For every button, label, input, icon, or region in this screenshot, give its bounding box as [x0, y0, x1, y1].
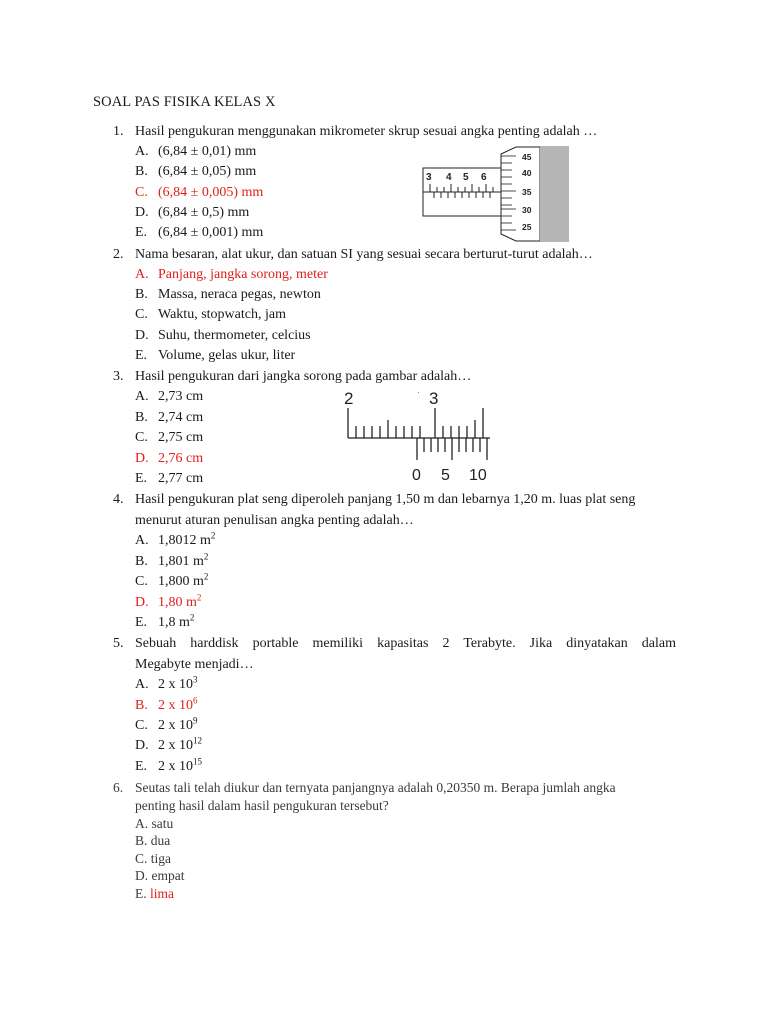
caliper-main-ticks [348, 408, 483, 438]
vernier-caliper-figure [338, 386, 498, 486]
q3-option-e[interactable]: E. 2,77 cm [135, 471, 204, 486]
question-6-text-line1: Seutas tali telah diukur dan ternyata panjangnya adalah 0,20350 m. Berapa jumlah angka [135, 780, 616, 795]
q2-option-d[interactable]: D. Suhu, thermometer, celcius [135, 328, 311, 343]
q5-option-d[interactable]: D. 2 x $10^{12}$ [135, 735, 202, 753]
q5-option-c[interactable]: C. 2 x $10^9$ [135, 715, 198, 733]
q3-option-d-answer[interactable]: D. 2,76 cm [135, 451, 204, 466]
q2-option-c[interactable]: C. Waktu, stopwatch, jam [135, 307, 286, 322]
question-3-number: 3. [113, 369, 124, 384]
q1-option-b[interactable]: B. (6,84 ± 0,05) mm [135, 164, 257, 179]
q1-option-d[interactable]: D. (6,84 ± 0,5) mm [135, 205, 250, 220]
q5-option-b-answer[interactable]: B. 2 x $10^6$ [135, 695, 198, 713]
caliper-vernier-ticks [417, 438, 487, 460]
question-1-number: 1. [113, 124, 124, 139]
question-5-text-line1: Sebuah harddisk portable memiliki kapasitas 2 Terabyte. Jika dinyatakan dalam [135, 636, 676, 651]
thimble-label-30: 30 [522, 205, 532, 215]
q4-option-c[interactable]: C. 1,800 $m^2$ [135, 571, 209, 589]
thimble-label-25: 25 [522, 222, 532, 232]
q6-option-e-answer[interactable]: E. lima [135, 886, 174, 901]
thimble-label-45: 45 [522, 152, 532, 162]
q6-option-d[interactable]: D. empat [135, 868, 185, 883]
q1-option-a[interactable]: A. (6,84 ± 0,01) mm [135, 144, 257, 159]
q5-option-e[interactable]: E. 2 x $10^{15}$ [135, 756, 202, 774]
micrometer-figure [420, 144, 572, 244]
question-3-text: Hasil pengukuran dari jangka sorong pada gambar adalah… [135, 369, 472, 384]
micrometer-label-4: 4 [446, 172, 452, 183]
page-title: SOAL PAS FISIKA KELAS X [93, 94, 276, 110]
q1-option-e[interactable]: E. (6,84 ± 0,001) mm [135, 225, 264, 240]
thimble-label-35: 35 [522, 187, 532, 197]
q2-option-e[interactable]: E. Volume, gelas ukur, liter [135, 348, 296, 363]
q5-option-a[interactable]: A. 2 x $10^3$ [135, 674, 198, 692]
question-6-number: 6. [113, 780, 124, 795]
caliper-main-label-3: 3 [429, 389, 439, 408]
micrometer-label-5: 5 [463, 172, 469, 183]
question-4-text-line1: Hasil pengukuran plat seng diperoleh panjang 1,50 m dan lebarnya 1,20 m. luas plat seng [135, 492, 636, 507]
q4-option-a[interactable]: A. 1,8012 $m^2$ [135, 530, 216, 548]
question-2-text: Nama besaran, alat ukur, dan satuan SI yang sesuai secara berturut-turut adalah… [135, 247, 593, 262]
q3-option-b[interactable]: B. 2,74 cm [135, 410, 204, 425]
q2-option-b[interactable]: B. Massa, neraca pegas, newton [135, 287, 321, 302]
q3-option-a[interactable]: A. 2,73 cm [135, 389, 204, 404]
question-5-text-line2: Megabyte menjadi… [135, 657, 254, 672]
caliper-vernier-label-0: 0 [412, 467, 421, 484]
micrometer-label-6: 6 [481, 172, 487, 183]
question-4-number: 4. [113, 492, 124, 507]
question-6-text-line2: penting hasil dalam hasil pengukuran tersebut? [135, 798, 389, 813]
q6-option-b[interactable]: B. dua [135, 833, 171, 848]
question-4-text-line2: menurut aturan penulisan angka penting adalah… [135, 513, 414, 528]
question-5-number: 5. [113, 636, 124, 651]
caliper-vernier-label-5: 5 [441, 467, 450, 484]
question-1-text: Hasil pengukuran menggunakan mikrometer skrup sesuai angka penting adalah … [135, 124, 598, 139]
thimble-label-40: 40 [522, 168, 532, 178]
q6-option-a[interactable]: A. satu [135, 816, 174, 831]
micrometer-label-3: 3 [426, 172, 432, 183]
caliper-vernier-label-10: 10 [469, 467, 487, 484]
q4-option-d-answer[interactable]: D. 1,80 $m^2$ [135, 592, 202, 610]
q4-option-e[interactable]: E. 1,8 $m^2$ [135, 612, 195, 630]
q2-option-a-answer[interactable]: A. Panjang, jangka sorong, meter [135, 267, 328, 282]
q1-option-c-answer[interactable]: C. (6,84 ± 0,005) mm [135, 185, 264, 200]
question-2-number: 2. [113, 247, 124, 262]
caliper-stray-mark: · [417, 388, 420, 397]
caliper-main-label-2: 2 [344, 389, 354, 408]
q4-option-b[interactable]: B. 1,801 $m^2$ [135, 551, 209, 569]
q6-option-c[interactable]: C. tiga [135, 851, 172, 866]
q3-option-c[interactable]: C. 2,75 cm [135, 430, 204, 445]
